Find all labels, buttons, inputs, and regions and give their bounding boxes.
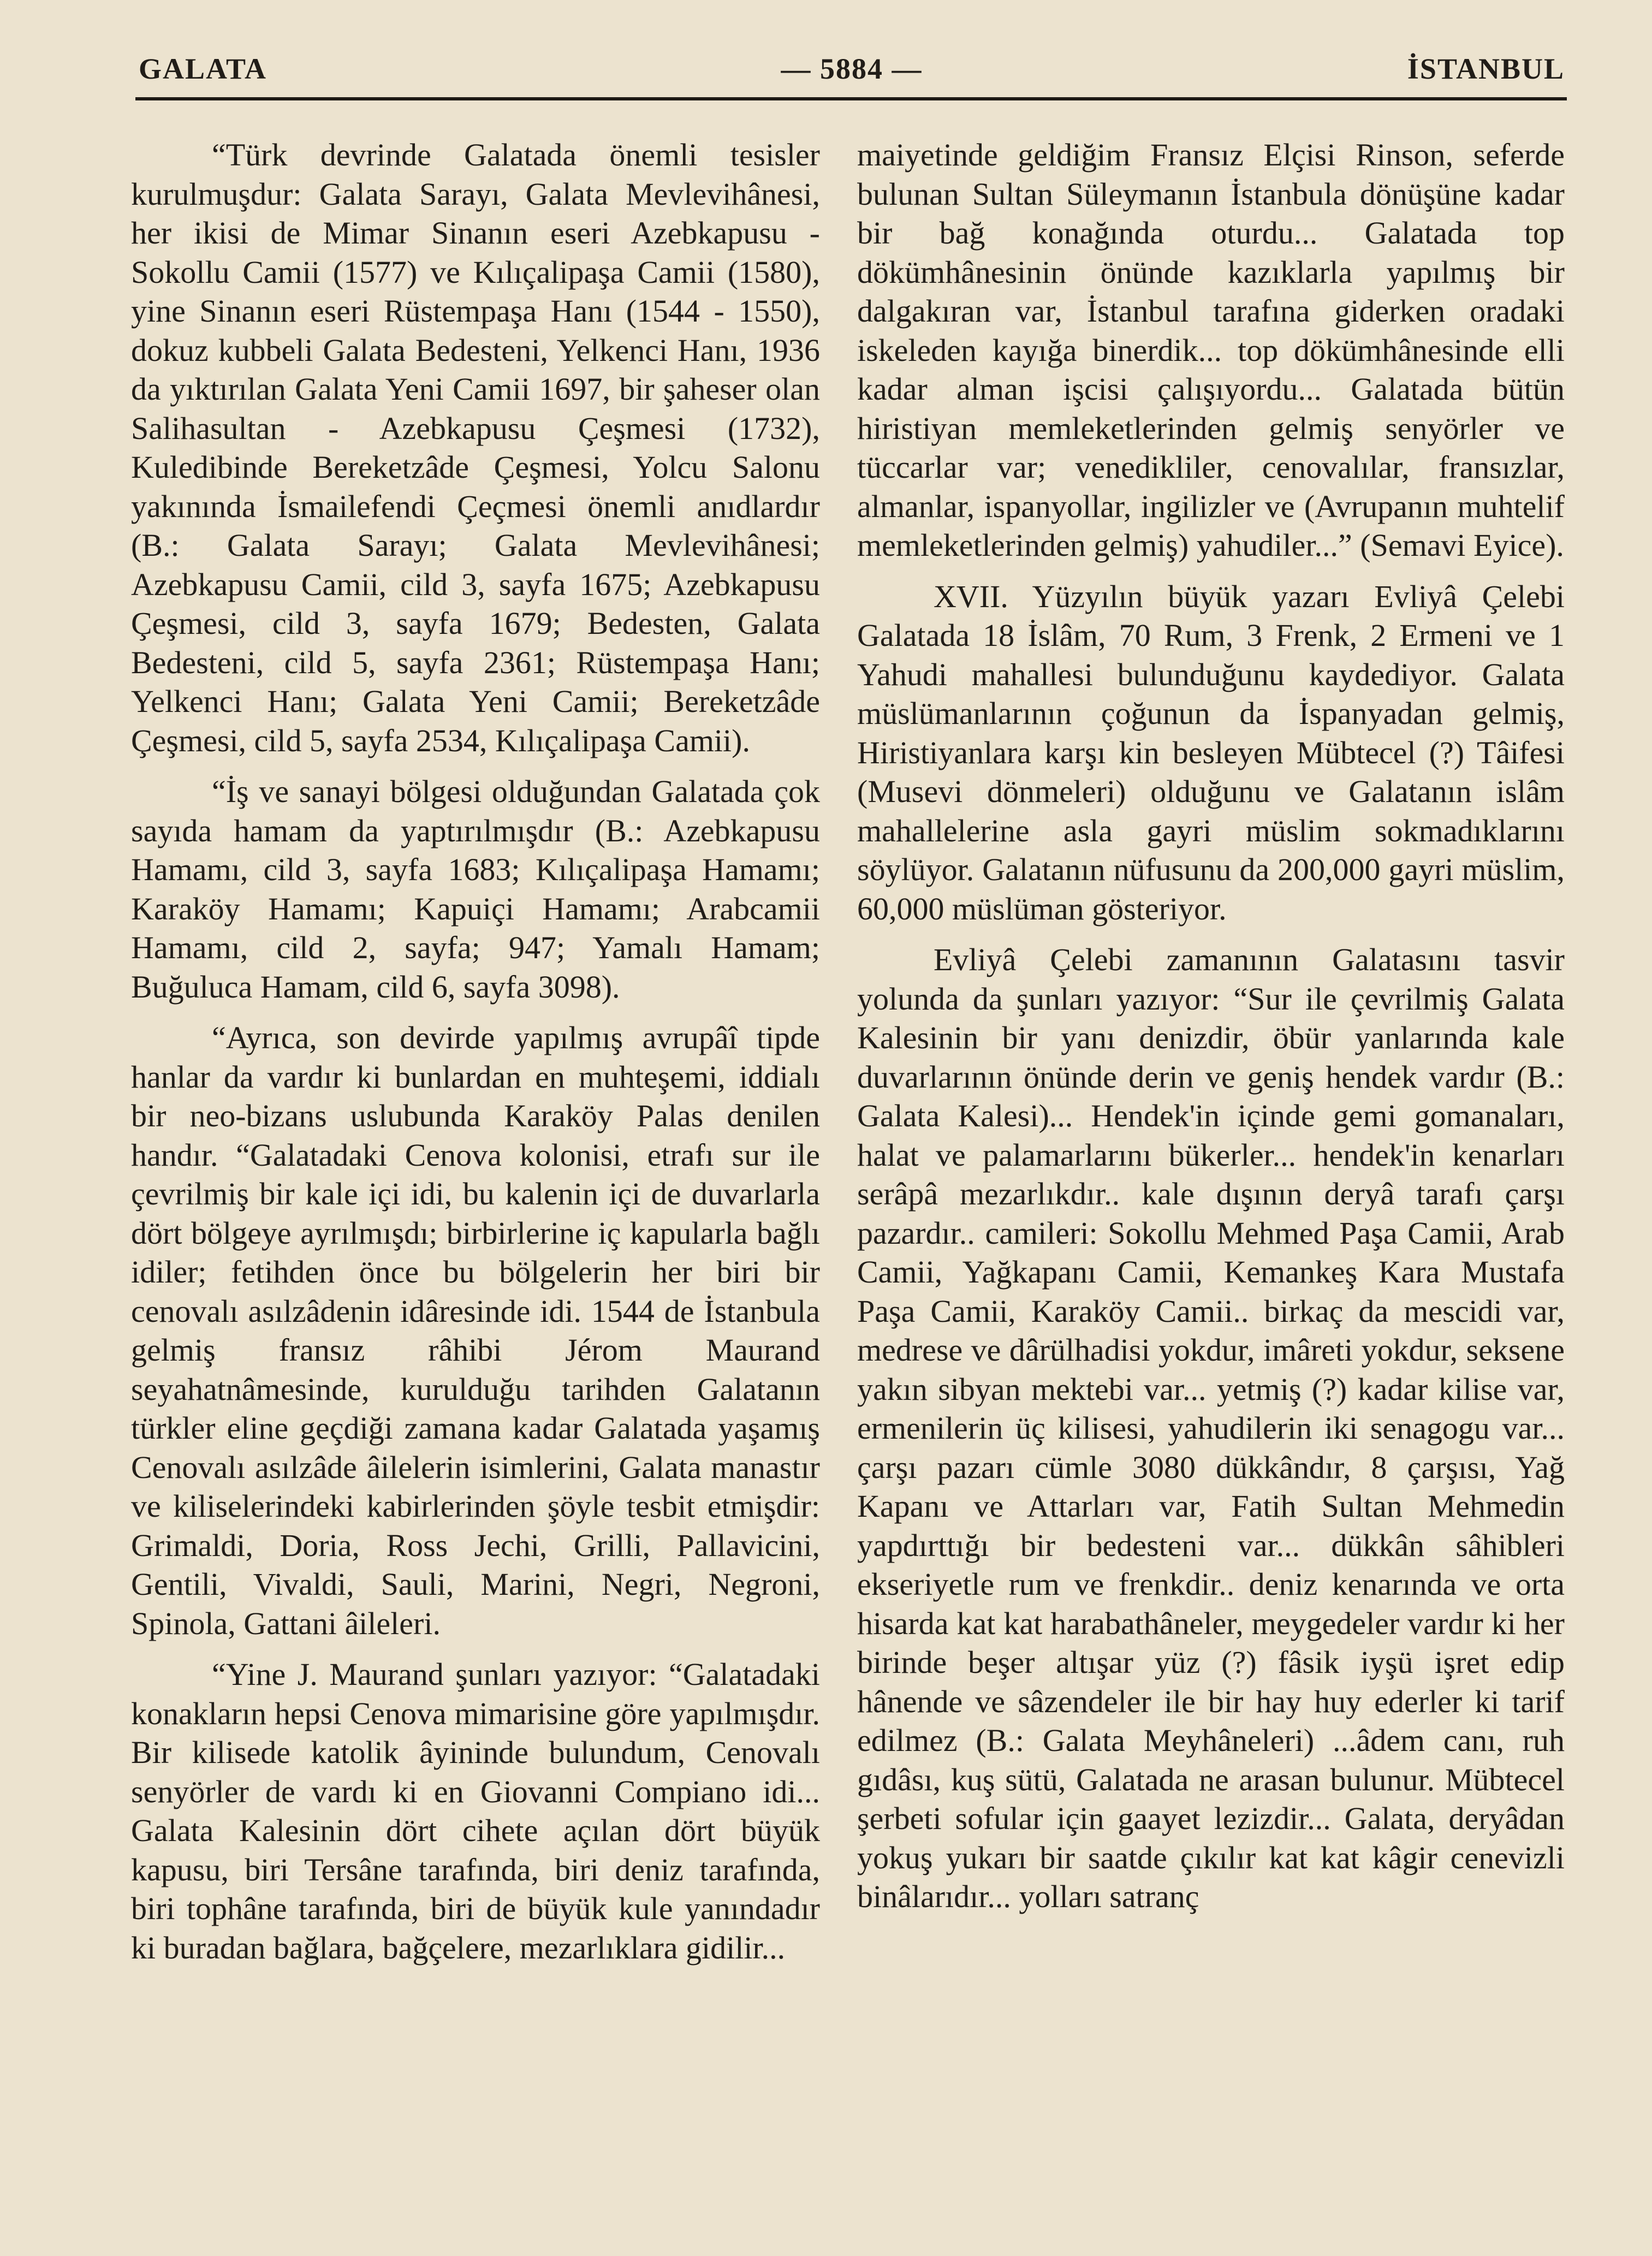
paragraph-text: “Türk devrinde Galatada önemli tesisler kurulmuşdur: Galata Sarayı, Galata Mevlevihânesi, her ikisi de Mimar Sinanın eseri Azebkapusu - Sokollu Camii (1577) ve Kılıçalipaşa Camii (1580), yine Sinanın eseri Rüstempaşa Hanı (1544 - 1550), dokuz kubbeli Galata Bedesteni, Yelkenci Hanı, 1936 da yıktırılan Galata Yeni Camii 1697, bir şaheser olan Salihasultan - Azebkapusu Çeşmesi (1732), Kuledibinde Bereketzâde Çeşmesi, Yolcu Salonu yakınında İsmailefendi Çeçmesi önemli anıdlardır (B.: Galata Sarayı; Galata Mevlevihânesi; Azebkapusu Camii, cild 3, sayfa 1675; Azebkapusu Çeşmesi, cild 3, sayfa 1679; Bedesten, Galata Bedesteni, cild 5, sayfa 2361; Rüstempaşa Hanı; Yelkenci Hanı; Galata Yeni Camii; Bereketzâde Çeşmesi, cild 5, sayfa 2534, Kılıçalipaşa Camii). (131, 137, 820, 758)
header-page-number: — 5884 — (781, 52, 923, 85)
paragraph-text: Evliyâ Çelebi zamanının Galatasını tasvir yolunda da şunları yazıyor: “Sur ile çevrilmiş Galata Kalesinin bir yanı denizdir, öbür yanlarında kale duvarlarının önünde derin ve geniş hendek vardır (B.: Galata Kalesi)... Hendek'in içinde gemi gomanaları, halat ve palamarlarını bükerler... hendek'in kenarları serâpâ mezarlıkdır.. kale dışının deryâ tarafı çarşı pazardır.. camileri: Sokollu Mehmed Paşa Camii, Arab Camii, Yağkapanı Camii, Kemankeş Kara Mustafa Paşa Camii, Karaköy Camii.. birkaç da mescidi var, medrese ve dârülhadisi yokdur, imâreti yokdur, seksene yakın sibyan mektebi var... yetmiş (?) kadar kilise var, ermenilerin üç kilisesi, yahudilerin iki senagogu var... çarşı pazarı cümle 3080 dükkândır, 8 çarşısı, Yağ Kapanı ve Attarları var, Fatih Sultan Mehmedin yapdırttığı bir bedesteni var... dükkân sâhibleri ekseriyetle rum ve frenkdir.. deniz kenarında ve orta hisarda kat kat harabathâneler, meygedeler vardır ki her birinde beşer altışar yüz (?) fâsik iyşü işret edip hânende ve sâzendeler ile bir hay huy ederler ki tarif edilmez (B.: Galata Meyhâneleri) ...âdem canı, ruh gıdâsı, kuş sütü, Galatada ne arasan bulunur. Mübtecel şerbeti sofular için gaayet lezizdir... Galata, deryâdan yokuş yukarı bir saatde çıkılır kat kat kâgir cenevizli binâlarıdır... yolları satranç (857, 942, 1565, 1914)
paragraph (131, 135, 820, 760)
header-rule (135, 97, 1567, 100)
paragraph-text: XVII. Yüzyılın büyük yazarı Evliyâ Çelebi Galatada 18 İslâm, 70 Rum, 3 Frenk, 2 Ermeni ve 1 Yahudi mahallesi bulunduğunu kaydediyor. Galata müslümanlarının çoğunun da İspanyadan gelmiş, Hiristiyanlara karşı kin besleyen Mübtecel (?) Tâifesi (Musevi dönmeleri) olduğunu ve Galatanın islâm mahallelerine asla gayri müslim sokmadıklarını söylüyor. Galatanın nüfusunu da 200,000 gayri müslim, 60,000 müslüman gösteriyor. (857, 578, 1565, 927)
paragraph (857, 940, 1565, 1916)
paragraph (131, 1655, 820, 1967)
paragraph (131, 772, 820, 1006)
paragraph-text: “Ayrıca, son devirde yapılmış avrupâî tipde hanlar da vardır ki bunlardan en muhteşemi, iddialı bir neo-bizans uslubunda Karaköy Palas denilen handır. “Galatadaki Cenova kolonisi, etrafı sur ile çevrilmiş bir kale içi idi, bu kalenin içi de duvarlarla dört bölgeye ayrılmışdı; birbirlerine iç kapularla bağlı idiler; fetihden önce bu bölgelerin her biri bir cenovalı asılzâdenin idâresinde idi. 1544 de İstanbula gelmiş fransız râhibi Jérom Maurand seyahatnâmesinde, kurulduğu tarihden Galatanın türkler eline geçdiği zamana kadar Galatada yaşamış Cenovalı asılzâde âilelerin isimlerini, Galata manastır ve kiliselerindeki kabirlerinden şöyle tesbit etmişdir: Grimaldi, Doria, Ross Jechi, Grilli, Pallavicini, Gentili, Vivaldi, Sauli, Marini, Negri, Negroni, Spinola, Gattani âileleri. (131, 1020, 820, 1641)
paragraph (131, 1018, 820, 1643)
paragraph (857, 577, 1565, 929)
left-column (131, 135, 820, 1967)
right-column (857, 135, 1565, 1916)
header-section-title: GALATA (139, 52, 268, 85)
paragraph (857, 135, 1565, 565)
paragraph-text: “Yine J. Maurand şunları yazıyor: “Galatadaki konakların hepsi Cenova mimarisine göre yapılmışdır. Bir kilisede katolik âyininde bulundum, Cenovalı senyörler de vardı ki en Giovanni Compiano idi... Galata Kalesinin dört cihete açılan dört büyük kapusu, biri Tersâne tarafında, biri deniz tarafında, biri tophâne tarafında, biri de büyük kule yanındadır ki buradan bağlara, bağçelere, mezarlıklara gidilir... (131, 1657, 820, 1966)
paragraph-text: “İş ve sanayi bölgesi olduğundan Galatada çok sayıda hamam da yaptırılmışdır (B.: Azebkapusu Hamamı, cild 3, sayfa 1683; Kılıçalipaşa Hamamı; Karaköy Hamamı; Kapuiçi Hamamı; Arabcamii Hamamı, cild 2, sayfa; 947; Yamalı Hamam; Buğuluca Hamam, cild 6, sayfa 3098). (131, 774, 820, 1005)
page-header (139, 52, 1565, 90)
paragraph-text: maiyetinde geldiğim Fransız Elçisi Rinson, seferde bulunan Sultan Süleymanın İstanbula dönüşüne kadar bir bağ konağında oturdu... Galatada top dökümhânesinin önünde kazıklarla yapılmış bir dalgakıran var, İstanbul tarafına giderken oradaki iskeleden kayığa binerdik... top dökümhânesinde elli kadar alman işcisi çalışıyordu... Galatada bütün hiristiyan memleketlerinden gelmiş senyörler ve tüccarlar var; venedikliler, cenovalılar, fransızlar, almanlar, ispanyollar, ingilizler ve (Avrupanın muhtelif memleketlerinden gelmiş) yahudiler...” (Semavi Eyice). (857, 137, 1565, 563)
header-volume-title: İSTANBUL (1407, 52, 1565, 85)
